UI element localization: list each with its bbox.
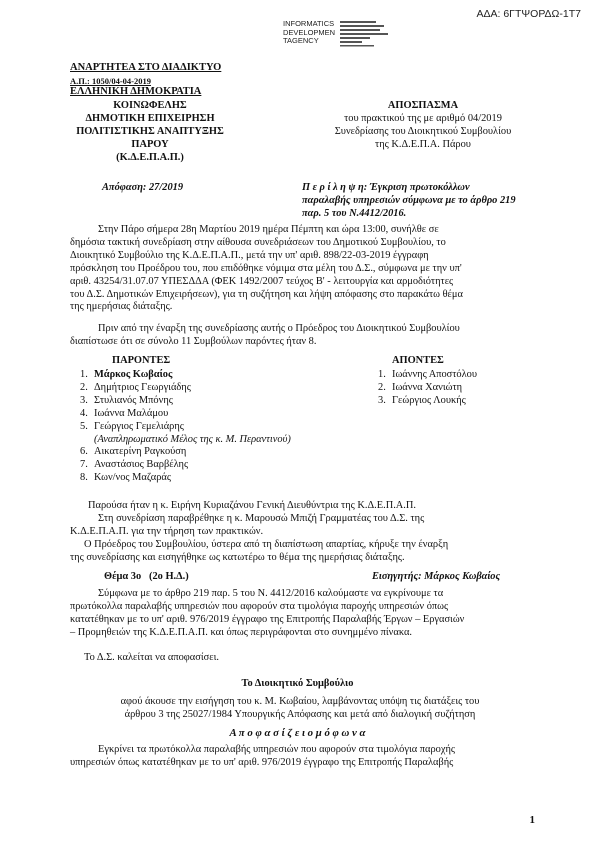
intro-paragraph <box>70 224 530 314</box>
logo-fine-print-graphic <box>340 20 398 47</box>
call-to-decide: Το Δ.Σ. καλείται να αποφασίσει. <box>84 652 219 663</box>
absent-title: ΑΠΟΝΤΕΣ <box>392 355 444 366</box>
absent-item: 3. Γεώργιος Λουκής <box>378 394 466 406</box>
intro-line: πρόσκληση του Προέδρου του, που επιδόθηκε νόμιμα στα μέλη του Δ.Σ., σύμφωνα με την υπ' <box>70 262 462 274</box>
attendance-line: Κ.Δ.Ε.Π.Α.Π. για την τήρηση των πρακτικών. <box>70 525 264 537</box>
present-title: ΠΑΡΟΝΤΕΣ <box>112 355 171 366</box>
excerpt-line: της Κ.Δ.Ε.Π.Α. Πάρου <box>375 138 471 150</box>
topic-line: Σύμφωνα με το άρθρο 219 παρ. 5 του Ν. 4412/2016 καλούμαστε να εγκρίνουμε τα <box>98 588 444 599</box>
attendance-paragraph <box>70 500 530 565</box>
decision-number: Απόφαση: 27/2019 <box>102 182 184 193</box>
present-item: 3. Στυλιανός Μπόνης <box>80 394 173 406</box>
final-paragraph <box>70 744 530 770</box>
present-item: 5. Γεώργιος Γεμελιάρης <box>80 420 184 432</box>
final-line: υπηρεσιών όπως κατατέθηκαν με το υπ' αριθ. 976/2019 έγγραφο της Επιτροπής Παραλαβής <box>70 756 454 768</box>
attendance-line: Παρούσα ήταν η κ. Ειρήνη Κυριαζάνου Γενική Διευθύντρια της Κ.Δ.Ε.Π.Α.Π. <box>88 500 417 511</box>
topic-line: κατατέθηκαν με το υπ' αριθ. 976/2019 έγγραφο της Επιτροπής Παραλαβής Έργων – Εργασιών <box>70 613 465 625</box>
unanimous-title: Α π ο φ α σ ί ζ ε ι ο μ ό φ ω ν α <box>229 727 366 739</box>
board-paragraph <box>70 696 530 722</box>
excerpt-block <box>318 100 528 152</box>
present-list <box>80 369 340 485</box>
org-line: ΠΟΛΙΤΙΣΤΙΚΗΣ ΑΝΑΠΤΥΞΗΣ <box>76 125 224 137</box>
attendance-line: της συνεδρίασης και εισηγήθηκε ως κατωτέρω το θέμα της ημερήσιας διάταξης. <box>70 551 405 563</box>
absent-list <box>378 369 538 408</box>
topic-line: – Προμηθειών της Κ.Δ.Ε.Π.Α.Π. και όπως περιγράφονται στο συνημμένο πίνακα. <box>70 626 413 638</box>
board-title: Το Διοικητικό Συμβούλιο <box>241 678 354 689</box>
republic-title: ΕΛΛΗΝΙΚΗ ΔΗΜΟΚΡΑΤΙΑ <box>70 86 202 97</box>
summary-line: Έγκριση πρωτοκόλλων <box>369 182 470 193</box>
quorum-line: διαπίστωσε ότι σε σύνολο 11 Συμβούλων παρόντες ήταν 8. <box>70 335 317 347</box>
intro-line: Στην Πάρο σήμερα 28η Μαρτίου 2019 ημέρα Πέμπτη και ώρα 13:00, συνήλθε σε <box>98 224 439 235</box>
topic-label: Θέμα 3ο (2ο Η.Δ.) <box>104 571 189 582</box>
org-line: ΠΑΡΟΥ <box>131 138 169 150</box>
ada-stamp: ΑΔΑ: 6ΓΤΨΟΡΔΩ-1Τ7 <box>476 8 581 20</box>
attendance-line: Ο Πρόεδρος του Συμβουλίου, ύστερα από τη διαπίστωση απαρτίας, κήρυξε την έναρξη <box>84 538 449 550</box>
present-item: 4. Ιωάννα Μαλάμου <box>80 407 169 419</box>
decision-summary <box>302 182 552 221</box>
organization-name <box>55 100 245 165</box>
org-line: (Κ.Δ.Ε.Π.Α.Π.) <box>116 151 184 163</box>
present-item: 8. Κων/νος Μαζαράς <box>80 472 171 484</box>
quorum-paragraph <box>70 323 530 349</box>
intro-line: αριθ. 43254/31.07.07 ΥΠΕΣΔΔΑ (ΦΕΚ 1492/2007 τεύχος Β' - λειτουργία και αρμοδιότητες <box>70 275 454 287</box>
intro-line: του Δ.Σ. Δημοτικών Επιχειρήσεων), για τη συζήτηση και λήψη απόφασης στο παρακάτω θέμα <box>70 288 463 300</box>
org-line: ΔΗΜΟΤΙΚΗ ΕΠΙΧΕΙΡΗΣΗ <box>85 112 215 124</box>
absent-item: 1. Ιωάννης Αποστόλου <box>378 369 478 380</box>
summary-line: παραλαβής υπηρεσιών σύμφωνα με το άρθρο 219 <box>302 194 516 206</box>
posted-online-label: ΑΝΑΡΤΗΤΕΑ ΣΤΟ ΔΙΑΔΙΚΤΥΟ <box>70 62 222 73</box>
excerpt-title: ΑΠΟΣΠΑΣΜΑ <box>387 100 459 111</box>
summary-label: Π ε ρ ί λ η ψ η: <box>302 182 368 193</box>
intro-line: Διοικητικό Συμβούλιο της Κ.Δ.Ε.Π.Α.Π., μετά την υπ' αριθ. 898/22-03-2019 έγγραφη <box>70 249 429 261</box>
board-line: άρθρου 3 της 25027/1984 Υπουργικής Απόφασης και μετά από διαλογική συζήτηση <box>124 708 476 720</box>
present-item-note: (Αναπληρωματικό Μέλος της κ. Μ. Περαντινού) <box>94 433 291 445</box>
present-item: 1. Μάρκος Κωβαίος <box>80 369 173 380</box>
logo-line: DEVELOPMEN <box>283 27 336 37</box>
logo-line: TAGENCY <box>283 36 319 46</box>
excerpt-line: Συνεδρίασης του Διοικητικού Συμβουλίου <box>334 125 512 137</box>
final-line: Εγκρίνει τα πρωτόκολλα παραλαβής υπηρεσιών που αφορούν στα τιμολόγια παροχής <box>98 744 456 755</box>
quorum-line: Πριν από την έναρξη της συνεδρίασης αυτής ο Πρόεδρος του Διοικητικού Συμβουλίου <box>98 323 460 334</box>
page-number: 1 <box>529 814 535 826</box>
excerpt-line: του πρακτικού της με αριθμό 04/2019 <box>344 112 502 124</box>
present-item: 2. Δημήτριος Γεωργιάδης <box>80 381 191 393</box>
topic-line: πρωτόκολλα παραλαβής υπηρεσιών που αφορούν στα τιμολόγια παροχής υπηρεσιών όπως <box>70 600 449 612</box>
present-item: 7. Αναστάσιος Βαρβέλης <box>80 459 189 471</box>
protocol-number: Α.Π.: 1050/04-04-2019 <box>70 76 151 86</box>
topic-rapporteur: Εισηγητής: Μάρκος Κωβαίος <box>372 571 501 582</box>
logo-line: INFORMATICS <box>283 19 335 28</box>
intro-line: της ημερήσιας διάταξης. <box>70 301 173 313</box>
org-line: ΚΟΙΝΩΦΕΛΗΣ <box>113 100 187 111</box>
topic-paragraph <box>70 588 530 640</box>
attendance-line: Στη συνεδρίαση παραβρέθηκε η κ. Μαρουσώ Μπιζή Γραμματέας του Δ.Σ. της <box>98 512 425 524</box>
absent-item: 2. Ιωάννα Χανιώτη <box>378 381 463 393</box>
board-line: αφού άκουσε την εισήγηση του κ. Μ. Κωβαίου, λαμβάνοντας υπόψη τις διατάξεις του <box>120 696 480 707</box>
present-item: 6. Αικατερίνη Ραγκούση <box>80 446 187 458</box>
intro-line: δημόσια τακτική συνεδρίαση στην αίθουσα συνεδριάσεων του Δημοτικού Συμβουλίου, το <box>70 236 446 248</box>
summary-line: παρ. 5 του Ν.4412/2016. <box>302 207 407 219</box>
